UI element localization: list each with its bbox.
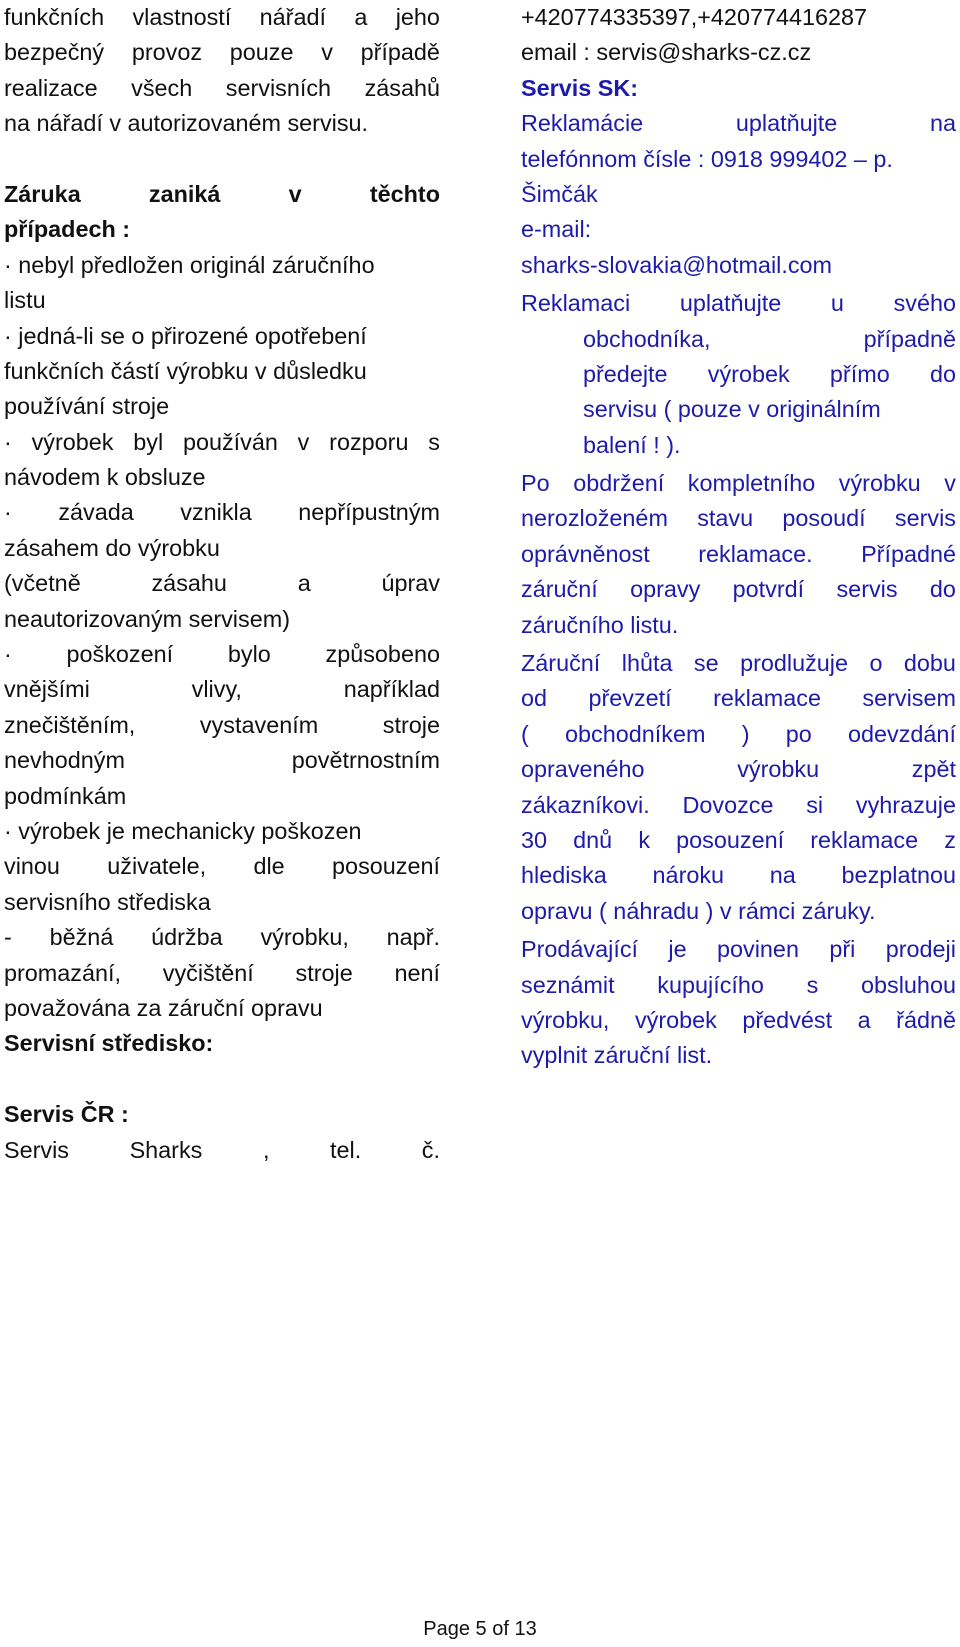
servis-cr-heading: Servis ČR :	[4, 1101, 129, 1128]
word: u	[830, 290, 844, 317]
word: uplatňujte	[679, 290, 782, 317]
word: vnějšími	[4, 676, 90, 703]
word: od	[521, 685, 548, 712]
word: nerozloženém	[521, 505, 668, 532]
word: o	[869, 650, 883, 677]
word: 30	[521, 826, 548, 853]
word: výrobek	[31, 428, 114, 455]
word: Dovozce	[682, 791, 774, 818]
word: Prodávající	[521, 936, 639, 963]
word: uplatňujte	[735, 110, 838, 137]
word: Reklamácie	[521, 110, 644, 137]
word: Po	[521, 470, 550, 497]
period-line	[521, 752, 956, 787]
word: č.	[421, 1136, 440, 1163]
word: realizace	[4, 74, 98, 101]
word: prodeji	[885, 936, 956, 963]
list-line	[4, 566, 440, 601]
list-line	[4, 956, 440, 991]
word: nářadí	[259, 4, 326, 30]
claim-line: balení ! ).	[583, 431, 681, 458]
word: přímo	[829, 360, 890, 387]
word: )	[741, 720, 750, 747]
word: při	[829, 936, 856, 963]
word: obsluhou	[861, 971, 956, 998]
word: nároku	[652, 862, 725, 889]
receipt-line: záručního listu.	[521, 611, 679, 638]
word: a	[857, 1006, 871, 1033]
word: úprav	[381, 570, 440, 597]
word: výrobek	[707, 360, 790, 387]
word: výrobek	[634, 1006, 717, 1033]
word: a	[354, 4, 368, 30]
word: provoz	[131, 39, 203, 66]
spacer	[4, 1062, 440, 1097]
word: vznikla	[180, 499, 252, 526]
word: ·	[4, 641, 12, 668]
word: bylo	[227, 641, 271, 668]
word: řádně	[896, 1006, 956, 1033]
word: ·	[4, 499, 12, 526]
seller-line	[521, 1003, 956, 1038]
word: způsobeno	[325, 641, 440, 668]
word: je	[668, 936, 687, 963]
heading-line: případech :	[4, 216, 131, 243]
word: nepřípustným	[298, 499, 440, 526]
servis-cr-line	[4, 1133, 440, 1168]
word: poškození	[66, 641, 174, 668]
word: ·	[4, 428, 12, 455]
right-column	[521, 0, 956, 1074]
word: vlivy,	[191, 676, 242, 703]
word: vyčištění	[162, 959, 254, 986]
word: Servis	[4, 1136, 69, 1163]
list-line	[4, 849, 440, 884]
word: zásahu	[151, 570, 227, 597]
word: stroje	[295, 959, 353, 986]
servis-sk-heading: Servis SK:	[521, 74, 639, 101]
list-line: · jedná-li se o přirozené opotřebení	[4, 322, 367, 349]
word: uživatele,	[107, 853, 207, 880]
list-line: listu	[4, 287, 46, 314]
word: závada	[58, 499, 134, 526]
servis-cr-email: email : servis@sharks-cz.cz	[521, 39, 812, 66]
word: údržba	[151, 924, 223, 951]
claim-line: servisu ( pouze v originálním	[583, 396, 881, 423]
word: obchodníka,	[583, 325, 711, 352]
word: odevzdání	[848, 720, 956, 747]
service-center-heading: Servisní středisko:	[4, 1030, 214, 1057]
period-line	[521, 681, 956, 716]
text-line	[4, 71, 440, 106]
word: kompletního	[687, 470, 816, 497]
period-line	[521, 646, 956, 681]
word: byl	[133, 428, 164, 455]
text-line	[4, 0, 440, 35]
word: na	[769, 862, 796, 889]
intro-paragraph	[4, 0, 440, 142]
list-line: · výrobek je mechanicky poškozen	[4, 817, 362, 844]
period-line	[521, 858, 956, 893]
word: výrobku,	[260, 924, 349, 951]
word: dnů	[573, 826, 613, 853]
word: -	[4, 924, 12, 951]
word: vinou	[4, 853, 60, 880]
word: s	[806, 971, 819, 998]
list-line	[4, 637, 440, 672]
word: nevhodným	[4, 747, 125, 774]
word: po	[785, 720, 812, 747]
word: v	[321, 39, 333, 66]
word: např.	[386, 924, 440, 951]
word: k	[638, 826, 651, 853]
word: všech	[131, 74, 193, 101]
word: používán	[182, 428, 278, 455]
word: stroje	[382, 711, 440, 738]
list-line	[4, 743, 440, 778]
list-line	[4, 425, 440, 460]
word: Reklamaci	[521, 290, 631, 317]
word: funkčních	[4, 4, 105, 30]
warranty-void-heading	[4, 177, 440, 248]
warranty-period-paragraph	[521, 646, 956, 929]
word: tel.	[330, 1136, 362, 1163]
word: do	[929, 360, 956, 387]
word: například	[343, 676, 440, 703]
word: převzetí	[588, 685, 672, 712]
list-line: · nebyl předložen originál záručního	[4, 251, 375, 278]
claim-paragraph	[521, 286, 956, 463]
claim-line	[521, 286, 956, 321]
seller-paragraph	[521, 932, 956, 1074]
servis-sk-details	[521, 106, 956, 283]
word: si	[806, 791, 824, 818]
receipt-line	[521, 466, 956, 501]
word: svého	[893, 290, 956, 317]
word: vystavením	[199, 711, 319, 738]
word: hlediska	[521, 862, 607, 889]
word: Sharks	[129, 1136, 203, 1163]
word: rozporu	[329, 428, 409, 455]
word: servisem	[862, 685, 956, 712]
sk-line	[521, 106, 956, 141]
word: posoudí	[782, 505, 866, 532]
word: povinen	[717, 936, 799, 963]
list-line: zásahem do výrobku	[4, 534, 220, 561]
left-column	[4, 0, 440, 1168]
word: kupujícího	[657, 971, 764, 998]
list-line	[4, 495, 440, 530]
list-line: považována za záruční opravu	[4, 994, 323, 1021]
period-line: opravu ( náhradu ) v rámci záruky.	[521, 897, 876, 924]
sk-line: Šimčák	[521, 180, 598, 207]
word: Záruční	[521, 650, 601, 677]
word: (	[521, 720, 529, 747]
word: lhůta	[621, 650, 673, 677]
list-line: servisního střediska	[4, 888, 211, 915]
word: v	[297, 428, 310, 455]
word: posouzení	[676, 826, 785, 853]
sk-email: sharks-slovakia@hotmail.com	[521, 251, 833, 278]
word: reklamace	[810, 826, 919, 853]
text-line	[4, 35, 440, 70]
word: posouzení	[332, 853, 440, 880]
word: na	[929, 110, 956, 137]
word: v	[944, 470, 956, 497]
list-line: neautorizovaným servisem)	[4, 605, 290, 632]
word: (včetně	[4, 570, 81, 597]
word: předvést	[742, 1006, 833, 1033]
word: není	[394, 959, 440, 986]
word: zpět	[911, 756, 956, 783]
word: reklamace.	[698, 540, 813, 567]
word: do	[929, 576, 956, 603]
text-line: na nářadí v autorizovaném servisu.	[4, 110, 369, 137]
list-line	[4, 672, 440, 707]
word: seznámit	[521, 971, 615, 998]
word: z	[944, 826, 956, 853]
word: v	[288, 180, 302, 207]
word: prodlužuje	[740, 650, 849, 677]
word: a	[297, 570, 311, 597]
word: opraveného	[521, 756, 645, 783]
word: povětrnostním	[291, 747, 440, 774]
word: reklamace	[713, 685, 821, 712]
word: Případné	[861, 540, 956, 567]
sk-line: telefónnom čísle : 0918 999402 – p.	[521, 145, 893, 172]
list-line: používání stroje	[4, 393, 170, 420]
list-line: podmínkám	[4, 782, 127, 809]
claim-line	[583, 357, 956, 392]
word: předejte	[583, 360, 668, 387]
word: vlastností	[132, 4, 232, 30]
word: záruční	[521, 576, 598, 603]
word: výrobku,	[521, 1006, 610, 1033]
word: výrobku	[737, 756, 820, 783]
sk-line: e-mail:	[521, 216, 592, 243]
warranty-void-list	[4, 248, 440, 1027]
word: opravy	[630, 576, 701, 603]
word: znečištěním,	[4, 711, 136, 738]
phone-numbers: +420774335397,+420774416287	[521, 4, 868, 30]
word: promazání,	[4, 959, 122, 986]
receipt-paragraph	[521, 466, 956, 643]
word: bezpečný	[4, 39, 105, 66]
period-line	[521, 717, 956, 752]
word: případě	[360, 39, 440, 66]
word: Záruka	[4, 180, 81, 207]
word: pouze	[229, 39, 294, 66]
receipt-line	[521, 572, 956, 607]
word: bezplatnou	[841, 862, 956, 889]
word: dle	[253, 853, 285, 880]
word: zaniká	[148, 180, 221, 207]
word: zásahů	[364, 74, 440, 101]
word: servis	[894, 505, 956, 532]
word: obdržení	[573, 470, 665, 497]
word: stavu	[697, 505, 754, 532]
word: obchodníkem	[565, 720, 706, 747]
heading-line	[4, 177, 440, 212]
receipt-line	[521, 501, 956, 536]
word: se	[693, 650, 719, 677]
word: zákazníkovi.	[521, 791, 650, 818]
period-line	[521, 788, 956, 823]
list-line	[4, 708, 440, 743]
word: dobu	[903, 650, 956, 677]
word: jeho	[395, 4, 440, 30]
word: servis	[836, 576, 898, 603]
period-line	[521, 823, 956, 858]
list-line	[4, 920, 440, 955]
receipt-line	[521, 537, 956, 572]
word: servisních	[225, 74, 332, 101]
word: potvrdí	[732, 576, 805, 603]
page-number: Page 5 of 13	[423, 1618, 537, 1640]
word: těchto	[369, 180, 440, 207]
seller-line	[521, 932, 956, 967]
word: běžná	[49, 924, 114, 951]
word: ,	[262, 1136, 270, 1163]
list-line: návodem k obsluze	[4, 464, 206, 491]
claim-line	[583, 322, 956, 357]
seller-line: vyplnit záruční list.	[521, 1042, 713, 1069]
word: s	[428, 428, 440, 455]
spacer	[4, 142, 440, 177]
list-line: funkčních částí výrobku v důsledku	[4, 357, 367, 384]
word: výrobku	[838, 470, 921, 497]
word: případně	[863, 325, 956, 352]
seller-line	[521, 968, 956, 1003]
word: oprávněnost	[521, 540, 650, 567]
word: vyhrazuje	[855, 791, 956, 818]
